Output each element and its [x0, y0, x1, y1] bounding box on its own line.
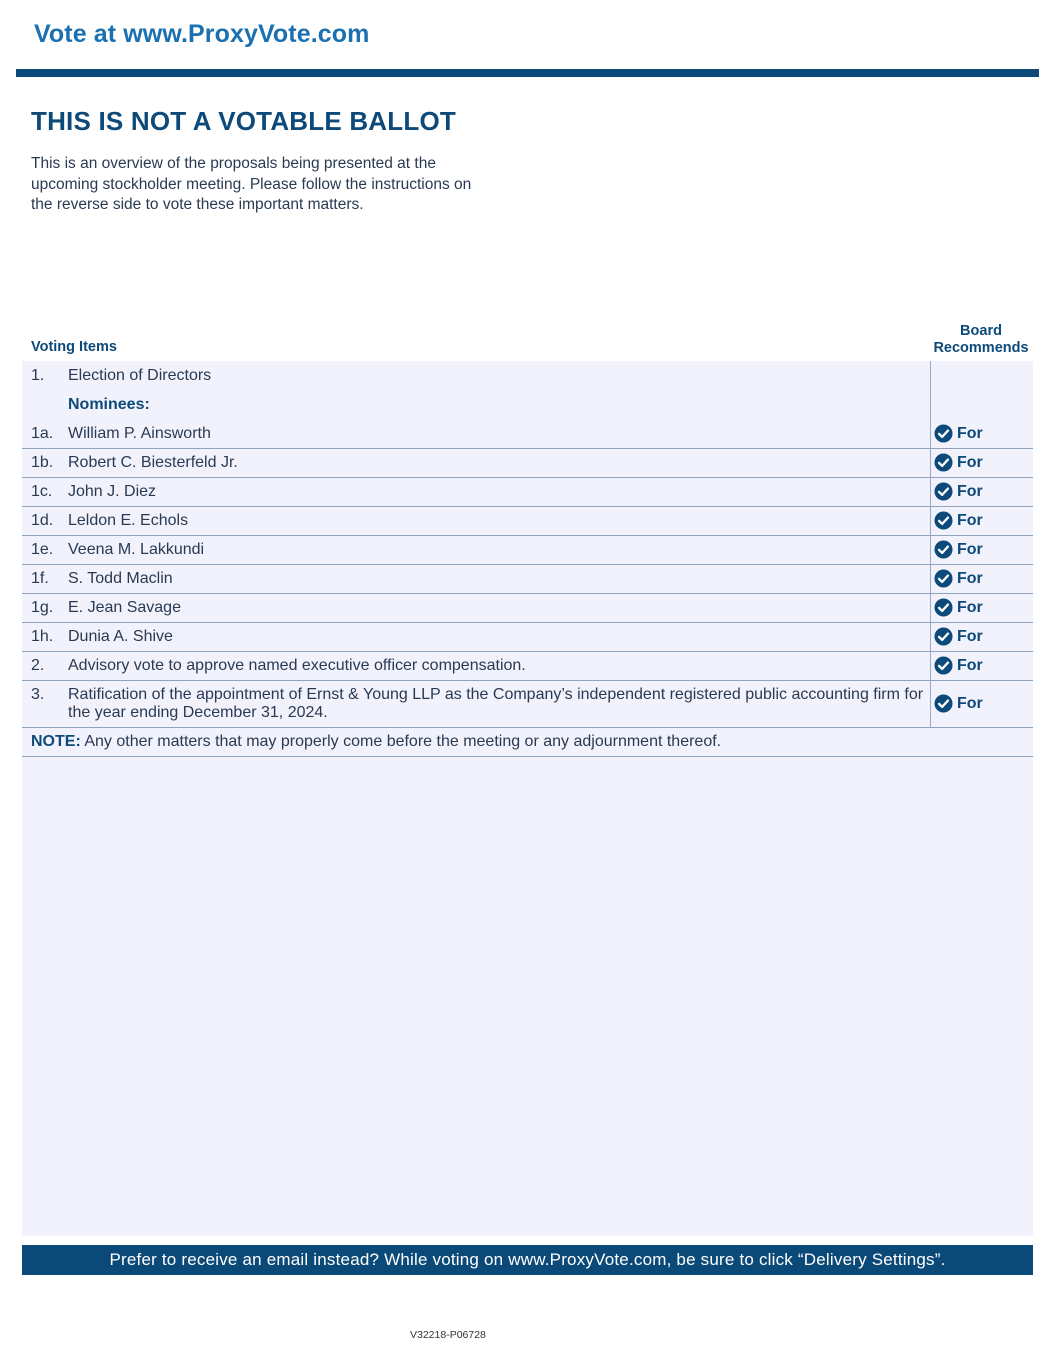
- item-row-election: [22, 361, 1033, 390]
- recommendation-label: For: [957, 511, 983, 529]
- table-row: [22, 652, 1033, 681]
- recommendation: [934, 627, 983, 646]
- item-number: 1c.: [31, 483, 53, 500]
- item-number: 3.: [31, 686, 45, 703]
- recommendation-label: For: [957, 482, 983, 500]
- item-number: 1.: [31, 367, 45, 384]
- nominees-label: Nominees:: [68, 396, 150, 413]
- email-delivery-banner: Prefer to receive an email instead? While voting on www.ProxyVote.com, be sure to click “Delivery Settings”.: [22, 1245, 1033, 1275]
- item-text: Veena M. Lakkundi: [68, 541, 205, 558]
- note-text: Any other matters that may properly come before the meeting or any adjournment thereof.: [80, 733, 722, 750]
- recommendation-label: For: [957, 569, 983, 587]
- recommendation: [934, 598, 983, 617]
- recommendation: [934, 656, 983, 675]
- table-row: [22, 507, 1033, 536]
- item-text: Robert C. Biesterfeld Jr.: [68, 454, 238, 471]
- check-circle-icon: [934, 540, 953, 559]
- intro-text: [31, 154, 521, 216]
- recommendation: [934, 569, 983, 588]
- recommendation: [934, 694, 983, 713]
- check-circle-icon: [934, 453, 953, 472]
- recommendation-label: For: [957, 598, 983, 616]
- item-text: Election of Directors: [68, 367, 212, 384]
- item-text: S. Todd Maclin: [68, 570, 173, 587]
- item-number: 1e.: [31, 541, 54, 558]
- item-text: Advisory vote to approve named executive officer compensation.: [68, 657, 526, 674]
- item-text: John J. Diez: [68, 483, 157, 500]
- page-title: THIS IS NOT A VOTABLE BALLOT: [31, 106, 456, 136]
- note-row: [22, 728, 1033, 757]
- recommendation: [934, 482, 983, 501]
- intro-line: the reverse side to vote these important matters.: [31, 196, 364, 213]
- item-text: William P. Ainsworth: [68, 425, 211, 442]
- check-circle-icon: [934, 694, 953, 713]
- check-circle-icon: [934, 424, 953, 443]
- check-circle-icon: [934, 627, 953, 646]
- item-number: 1g.: [31, 599, 54, 616]
- recommendation-label: For: [957, 453, 983, 471]
- item-text: Dunia A. Shive: [68, 628, 173, 645]
- recommendation: [934, 453, 983, 472]
- item-number: 1h.: [31, 628, 54, 645]
- item-text: Leldon E. Echols: [68, 512, 189, 529]
- board-recommends-line1: Board: [960, 323, 1002, 339]
- item-text: Ratification of the appointment of Ernst & Young LLP as the Company’s independent registered public accounting firm for the year ending December 31, 2024.: [68, 686, 924, 721]
- recommendation-label: For: [957, 656, 983, 674]
- table-row: [22, 681, 1033, 728]
- site-link-header: Vote at www.ProxyVote.com: [34, 20, 370, 48]
- check-circle-icon: [934, 511, 953, 530]
- recommendation: [934, 540, 983, 559]
- intro-line: This is an overview of the proposals being presented at the: [31, 155, 436, 172]
- check-circle-icon: [934, 569, 953, 588]
- table-row: [22, 565, 1033, 594]
- header-rule: [16, 69, 1039, 77]
- voting-items-header: Voting Items: [31, 339, 117, 355]
- table-row: [22, 594, 1033, 623]
- table-row: [22, 536, 1033, 565]
- check-circle-icon: [934, 656, 953, 675]
- recommendation: [934, 511, 983, 530]
- board-recommends-line2: Recommends: [933, 340, 1029, 356]
- table-row: [22, 419, 1033, 449]
- recommendation: [934, 424, 983, 443]
- document-code: V32218-P06728: [410, 1329, 486, 1341]
- check-circle-icon: [934, 598, 953, 617]
- item-number: 1f.: [31, 570, 49, 587]
- nominees-row: [22, 390, 1033, 419]
- item-number: 1b.: [31, 454, 54, 471]
- table-row: [22, 478, 1033, 507]
- check-circle-icon: [934, 482, 953, 501]
- recommendation-label: For: [957, 627, 983, 645]
- note-label: NOTE:: [31, 733, 81, 750]
- item-number: 2.: [31, 657, 45, 674]
- table-row: [22, 623, 1033, 652]
- intro-line: upcoming stockholder meeting. Please follow the instructions on: [31, 175, 472, 193]
- recommendation-label: For: [957, 424, 983, 442]
- board-recommends-header: [925, 323, 1037, 357]
- note: [31, 733, 721, 751]
- item-text: E. Jean Savage: [68, 599, 181, 616]
- table-row: [22, 449, 1033, 478]
- recommendation-label: For: [957, 694, 983, 712]
- item-number: 1d.: [31, 512, 54, 529]
- recommendation-label: For: [957, 540, 983, 558]
- item-number: 1a.: [31, 425, 54, 442]
